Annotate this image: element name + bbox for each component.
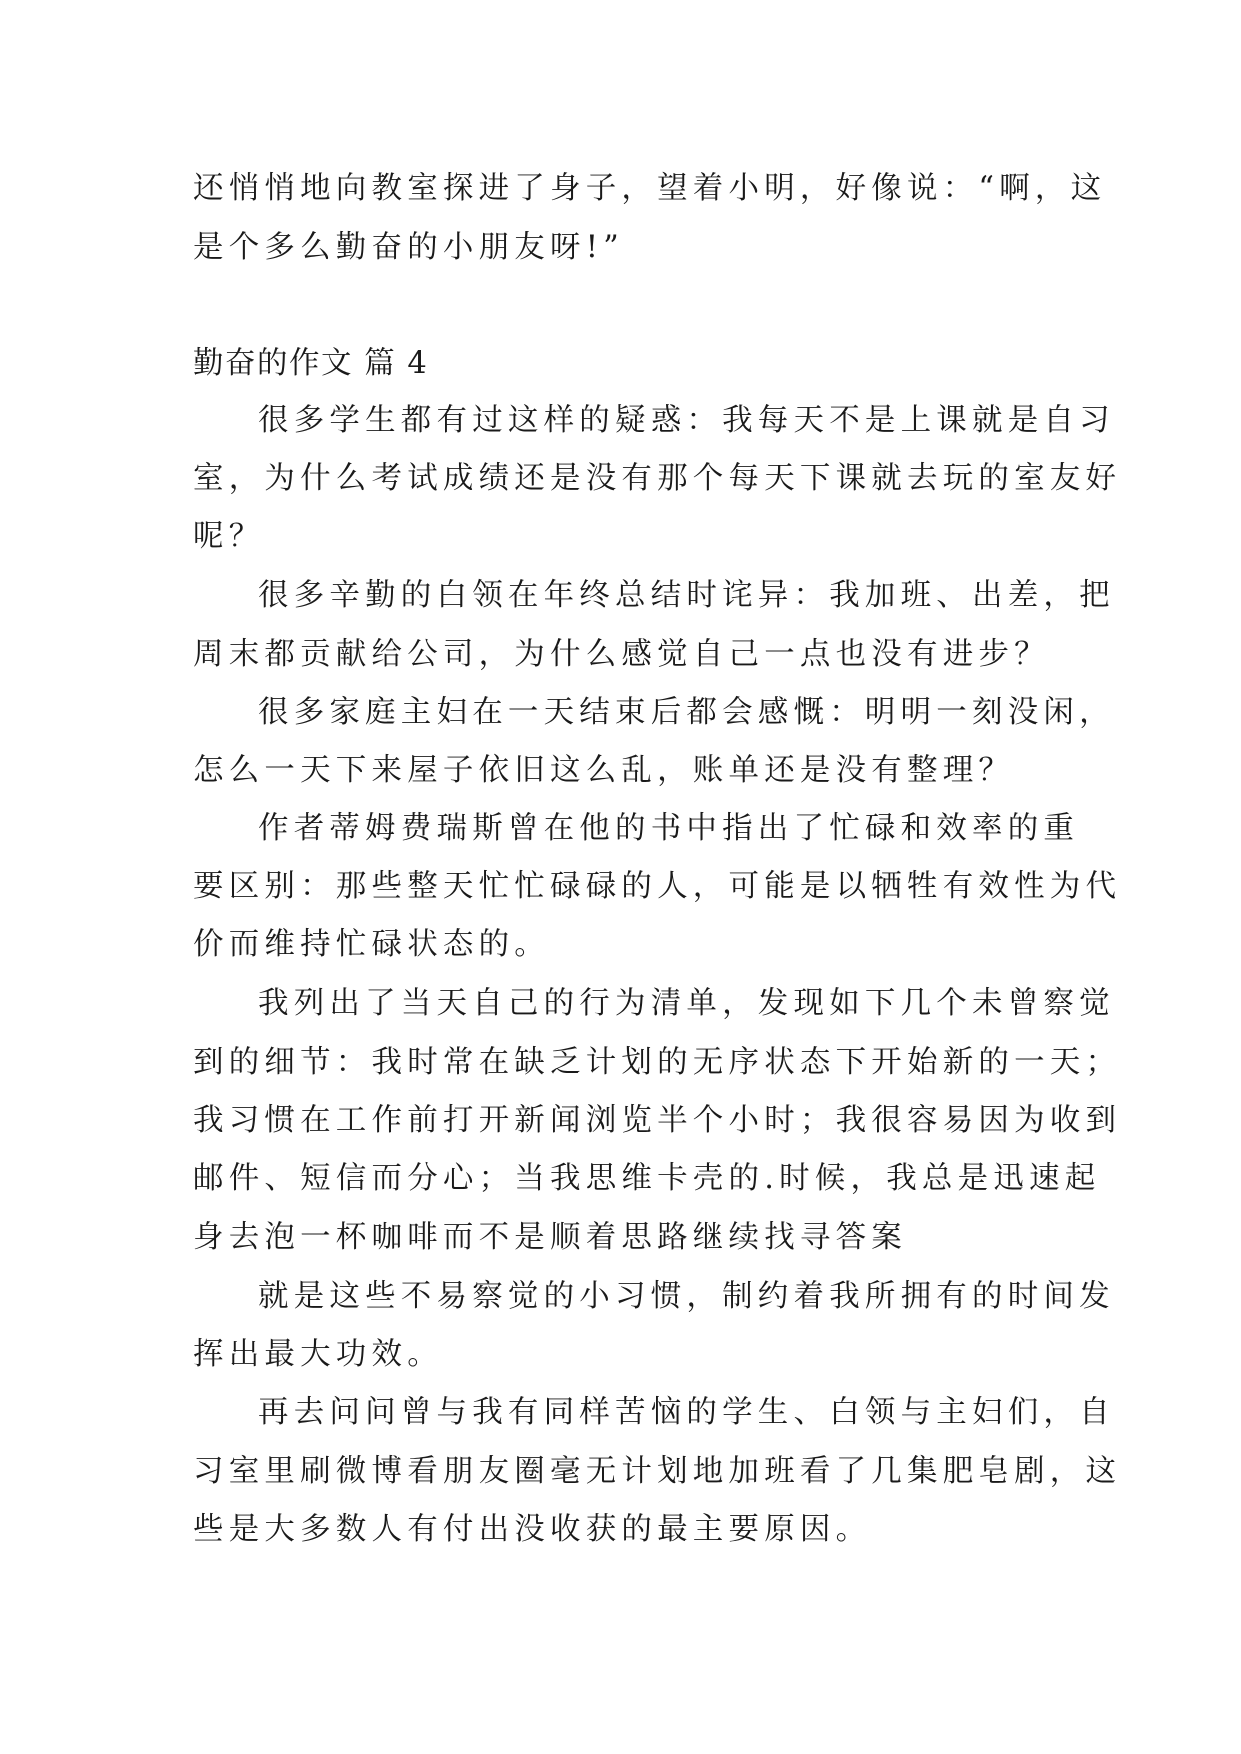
paragraph-line: 就是这些不易察觉的小习惯，制约着我所拥有的时间发 bbox=[258, 1279, 1115, 1314]
paragraph-line: 我习惯在工作前打开新闻浏览半个小时；我很容易因为收到 bbox=[193, 1103, 1122, 1138]
paragraph-line: 身去泡一杯咖啡而不是顺着思路继续找寻答案 bbox=[193, 1220, 907, 1255]
paragraph-line: 很多家庭主妇在一天结束后都会感慨：明明一刻没闲， bbox=[258, 695, 1115, 730]
paragraph-line: 挥出最大功效。 bbox=[193, 1337, 443, 1372]
paragraph-line: 再去问问曾与我有同样苦恼的学生、白领与主妇们，自 bbox=[258, 1395, 1115, 1430]
paragraph-line: 习室里刷微博看朋友圈毫无计划地加班看了几集肥皂剧，这 bbox=[193, 1454, 1122, 1489]
paragraph-line: 些是大多数人有付出没收获的最主要原因。 bbox=[193, 1512, 872, 1547]
section-title: 勤奋的作文 篇 4 bbox=[193, 346, 429, 381]
paragraph-line: 很多辛勤的白领在年终总结时诧异：我加班、出差，把 bbox=[258, 578, 1115, 613]
paragraph-line: 邮件、短信而分心；当我思维卡壳的.时候，我总是迅速起 bbox=[193, 1161, 1101, 1196]
paragraph-line: 作者蒂姆费瑞斯曾在他的书中指出了忙碌和效率的重 bbox=[258, 811, 1080, 846]
paragraph-line: 怎么一天下来屋子依旧这么乱，账单还是没有整理？ bbox=[193, 753, 1015, 788]
paragraph-line: 我列出了当天自己的行为清单，发现如下几个未曾察觉 bbox=[258, 986, 1115, 1021]
paragraph-line: 呢？ bbox=[193, 519, 265, 554]
paragraph-line: 周末都贡献给公司，为什么感觉自己一点也没有进步？ bbox=[193, 637, 1050, 672]
paragraph-line: 价而维持忙碌状态的。 bbox=[193, 927, 550, 962]
paragraph-line: 到的细节：我时常在缺乏计划的无序状态下开始新的一天； bbox=[193, 1045, 1122, 1080]
paragraph-line: 室，为什么考试成绩还是没有那个每天下课就去玩的室友好 bbox=[193, 461, 1122, 496]
paragraph-line: 很多学生都有过这样的疑惑：我每天不是上课就是自习 bbox=[258, 403, 1115, 438]
paragraph-line: 要区别：那些整天忙忙碌碌的人，可能是以牺牲有效性为代 bbox=[193, 869, 1122, 904]
intro-line-2: 是个多么勤奋的小朋友呀!” bbox=[193, 230, 624, 265]
intro-line-1: 还悄悄地向教室探进了身子，望着小明，好像说：“啊，这 bbox=[193, 171, 1107, 206]
